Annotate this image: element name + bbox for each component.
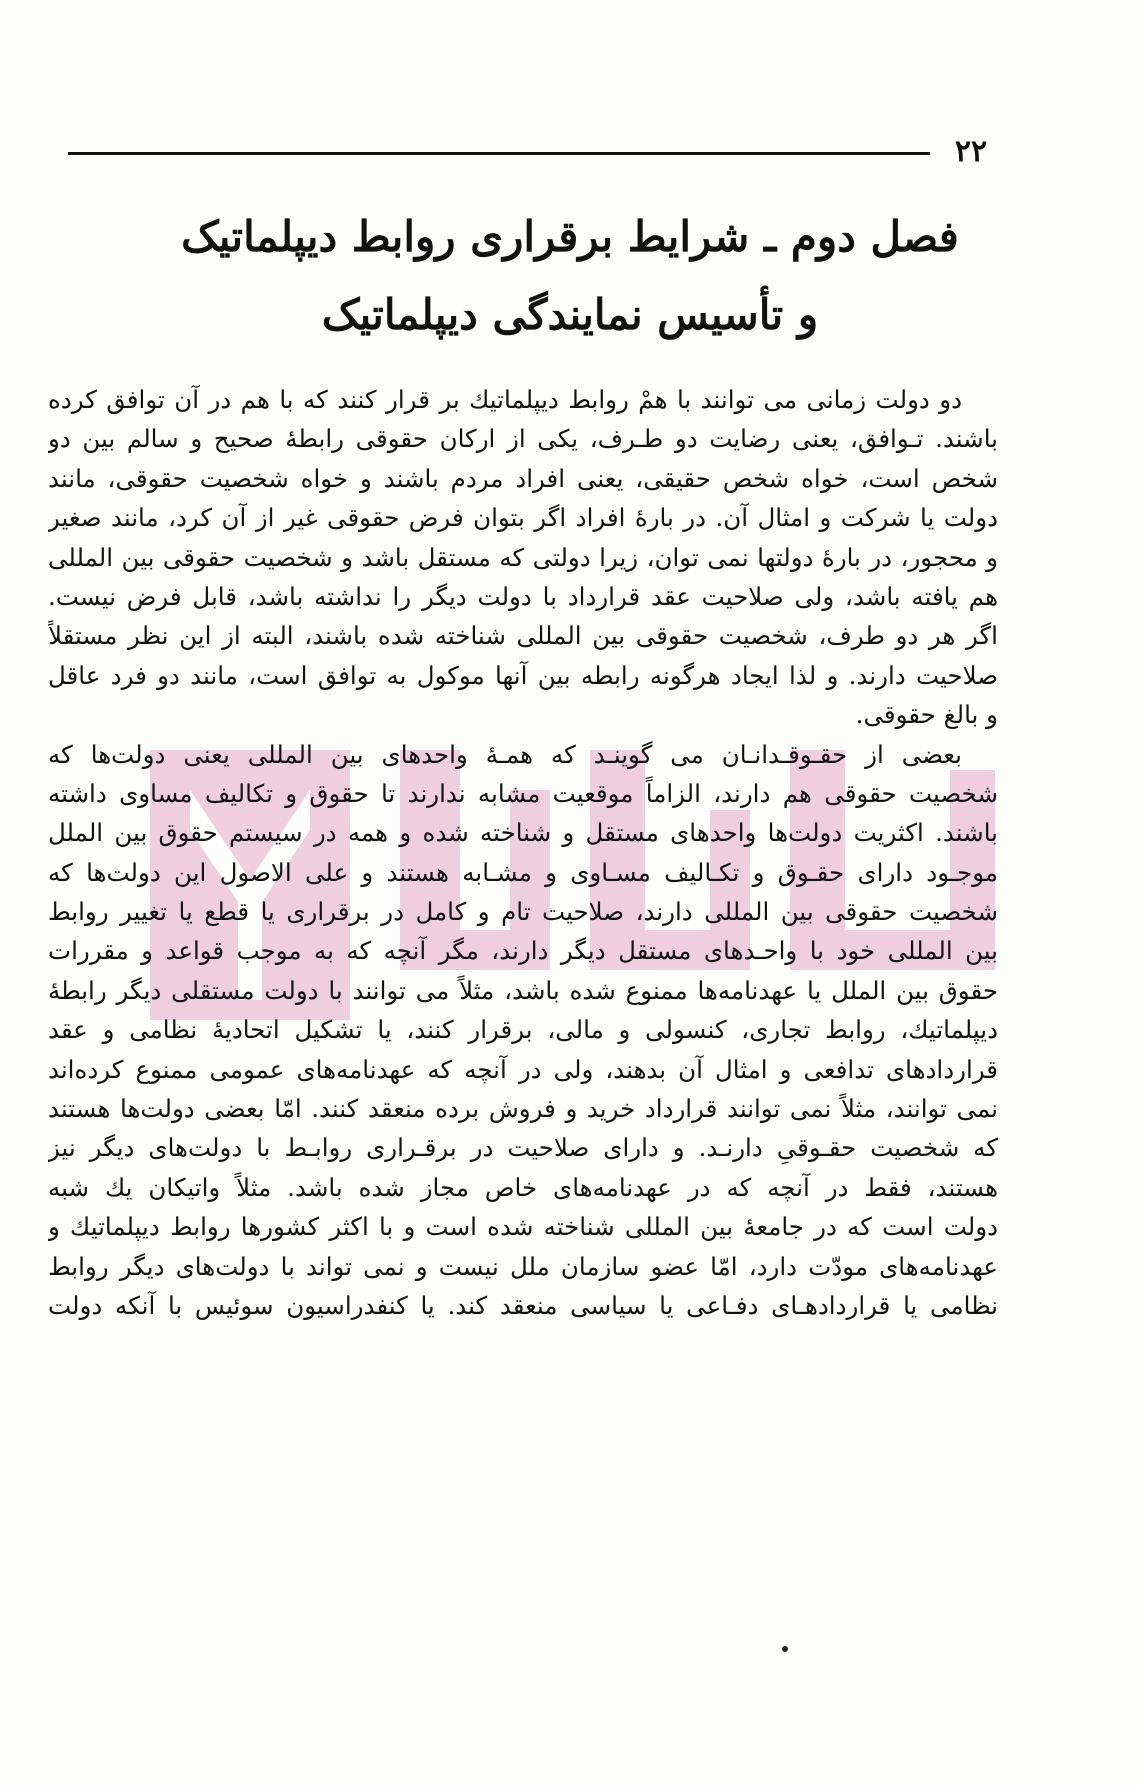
text-line: موجـود دارای حقـوق و تکـالیف مسـاوی و مشـابه هستند و علی الاصول این دولت‌ها که	[48, 857, 998, 887]
text-line: باشند. تـوافق، یعنی رضایت دو طـرف، یکی از ارکان حقوقی رابطهٔ صحیح و سالم بین دو	[48, 424, 998, 454]
text-line: دیپلماتیك، روابط تجاری، کنسولی و مالی، برقرار کنند، یا تشکیل اتحادیهٔ نظامی و عقد	[48, 1015, 998, 1045]
text-line: بین المللی خود با واحـدهای مستقل دیگر دارند، مگر آنچه که به موجب قواعد و مقررات	[48, 936, 998, 966]
text-line: شخصیت حقوقی بین المللی دارند، صلاحیت تام و کامل در برقراری یا قطع یا تغییر روابط	[48, 897, 998, 927]
text-line: شخص است، خواه شخص حقیقی، یعنی افراد مردم باشند و خواه شخصیت حقوقی، مانند	[48, 463, 998, 493]
text-line: باشند. اکثریت دولت‌ها واحدهای مستقل و شناخته شده و همه در سیستم حقوق بین الملل	[48, 818, 998, 848]
text-line: نمی توانند، مثلاً نمی توانند قرارداد خرید و فروش برده منعقد کنند. امّا بعضی دولت‌ها هستند	[48, 1094, 998, 1124]
body-text	[48, 380, 998, 1325]
chapter-title-line-2: و تأسیس نمایندگی دیپلماتیک	[321, 290, 819, 339]
text-line: نظامی یا قراردادهـای دفـاعی یا سیاسی منعقد کند. یا کنفدراسیون سوئیس با آنکه دولت	[48, 1290, 998, 1320]
text-line: شخصیت حقوقی هم دارند، الزاماً موقعیت مشابه ندارند تا حقوق و تکالیف مساوی داشته	[48, 778, 998, 808]
text-line: بعضی از حقـوقـدانـان می گوینـد که همـهٔ واحدهای بین المللی یعنی دولت‌ها که	[48, 739, 962, 769]
text-line: حقوق بین الملل یا عهدنامه‌ها ممنوع شده باشد، مثلاً می توانند با دولت مستقلی دیگر رابطهٔ	[48, 975, 998, 1005]
text-line: و بالغ حقوقی.	[855, 700, 998, 730]
header-rule	[68, 152, 930, 155]
ink-dot	[782, 1646, 788, 1652]
chapter-title	[150, 198, 990, 354]
text-line: اگر هر دو طرف، شخصیت حقوقی بین المللی شناخته شده باشند، البته از این نظر مستقلاً	[48, 621, 998, 651]
text-line: هم یافته باشد، ولی صلاحیت عقد قرارداد با دولت دیگر را نداشته باشد، قابل فرض نیست.	[48, 581, 998, 611]
text-line: که شخصیت حقـوقیِ دارنـد. و دارای صلاحیت در برقـراری روابـط با دولت‌های دیگر نیز	[48, 1133, 998, 1163]
text-line: دولت است که در جامعهٔ بین المللی شناخته شده است و با اکثر کشورها روابط دیپلماتیك و	[48, 1212, 998, 1242]
chapter-title-line-1: فصل دوم ـ شرایط برقراری روابط دیپلماتیک	[181, 212, 959, 261]
text-line: قراردادهای تدافعی و امثال آن بدهند، ولی در آنچه که عهدنامه‌های عمومی ممنوع کرده‌اند	[48, 1054, 998, 1084]
text-line: عهدنامه‌های مودّت دارد، امّا عضو سازمان ملل نیست و نمی تواند با دولت‌های دیگر روابط	[48, 1251, 998, 1281]
text-line: دو دولت زمانی می توانند با همْ روابط دیپلماتیك بر قرار کنند که با هم در آن توافق کرده	[48, 385, 962, 414]
text-line: صلاحیت دارند. و لذا ایجاد هرگونه رابطه بین آنها موکول به توافق است، مانند دو فرد عاقل	[48, 660, 998, 690]
page-number: ۲۲	[954, 134, 988, 169]
text-line: هستند، فقط در آنچه که در عهدنامه‌های خاص مجاز شده باشد. مثلاً واتیکان یك شبه	[48, 1172, 998, 1202]
text-line: دولت یا شرکت و امثال آن. در بارهٔ افراد اگر بتوان فرض حقوقی غیر از آن کرد، مانند صغیر	[48, 503, 998, 533]
text-line: و محجور، در بارهٔ دولتها نمی توان، زیرا دولتی که مستقل باشد و شخصیت حقوقی بین المللی	[48, 542, 998, 572]
